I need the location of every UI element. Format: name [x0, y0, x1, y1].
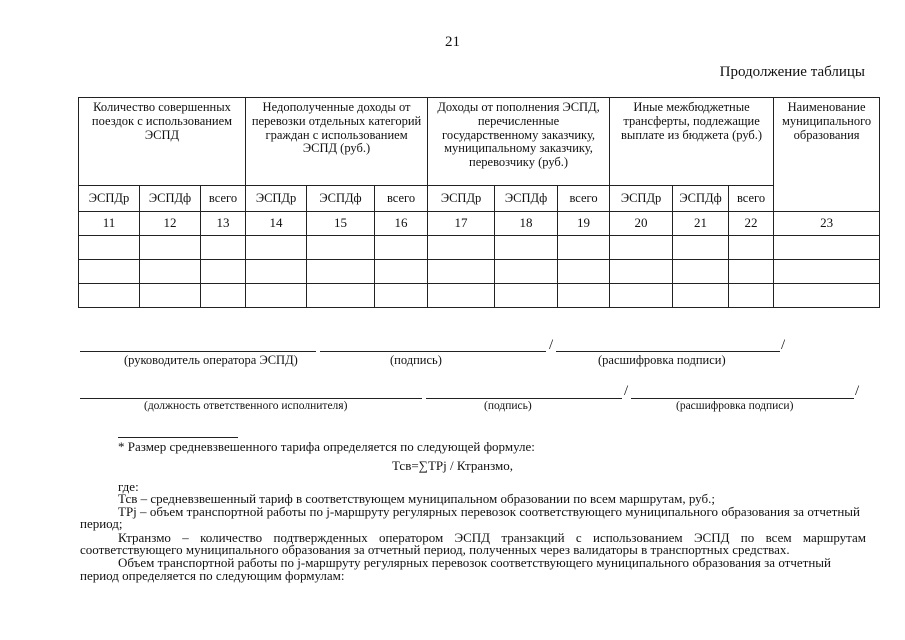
- group-header-municipality: Наименование муниципального образования: [774, 98, 880, 212]
- footnote-rule: [118, 437, 238, 438]
- column-number: 11: [79, 212, 140, 236]
- signature-line-2: [426, 398, 622, 399]
- column-number-row: [79, 212, 880, 236]
- signature-caption: (подпись): [390, 353, 442, 367]
- column-number: 14: [246, 212, 307, 236]
- signature-slash: /: [781, 337, 786, 353]
- column-number: 22: [729, 212, 774, 236]
- head-signature-line: [80, 351, 316, 352]
- page-number: 21: [445, 34, 460, 50]
- subheader-cell: всего: [201, 186, 246, 212]
- column-number: 23: [774, 212, 880, 236]
- subheader-cell: ЭСПДф: [673, 186, 729, 212]
- signature-line: [320, 351, 546, 352]
- subheader-cell: ЭСПДр: [246, 186, 307, 212]
- group-header-row: [79, 98, 880, 186]
- definition-ktranz: Ктранзмо – количество подтвержденных оператором ЭСПД транзакций с использованием ЭСПД по всем маршрутам: [118, 530, 866, 545]
- decode-line: [556, 351, 780, 352]
- column-number: 18: [495, 212, 558, 236]
- column-number: 17: [428, 212, 495, 236]
- subheader-cell: ЭСПДр: [79, 186, 140, 212]
- group-header-lost-income: Недополученные доходы от перевозки отдельных категорий граждан с использованием ЭСПД (руб.): [246, 98, 428, 186]
- column-number: 13: [201, 212, 246, 236]
- where-label: где:: [118, 479, 139, 494]
- definition-ktranz-cont: соответствующего муниципального образования за отчетный период, полученных через валидаторы в транспортных средствах.: [80, 542, 790, 557]
- decode-caption: (расшифровка подписи): [598, 353, 726, 367]
- group-header-topup-income: Доходы от пополнения ЭСПД, перечисленные государственному заказчику, муниципальному заказчику, перевозчику (руб.): [428, 98, 610, 186]
- position-line: [80, 398, 422, 399]
- column-number: 21: [673, 212, 729, 236]
- signature-caption-2: (подпись): [484, 400, 532, 412]
- table-row: [79, 284, 880, 308]
- decode-caption-2: (расшифровка подписи): [676, 400, 794, 412]
- subheader-row: [79, 186, 880, 212]
- report-table: [78, 97, 880, 308]
- position-caption: (должность ответственного исполнителя): [144, 400, 348, 412]
- group-header-trips: Количество совершенных поездок с использованием ЭСПД: [79, 98, 246, 186]
- group-header-transfers: Иные межбюджетные трансферты, подлежащие выплате из бюджета (руб.): [610, 98, 774, 186]
- column-number: 12: [140, 212, 201, 236]
- continuation-label: Продолжение таблицы: [719, 64, 865, 80]
- decode-line-2: [631, 398, 854, 399]
- subheader-cell: всего: [558, 186, 610, 212]
- definition-tsv: Тсв – средневзвешенный тариф в соответствующем муниципальном образовании по всем маршрутам, руб.;: [118, 491, 715, 506]
- transport-work-text: Объем транспортной работы по j-маршруту регулярных перевозок соответствующего муниципального образования за отчетный: [118, 555, 831, 570]
- column-number: 15: [307, 212, 375, 236]
- formula: Тсв=∑ТРj / Ктранзмо,: [391, 458, 514, 473]
- subheader-cell: ЭСПДф: [140, 186, 201, 212]
- column-number: 20: [610, 212, 673, 236]
- definition-trj-cont: период;: [80, 516, 123, 531]
- signature-slash: /: [549, 337, 554, 353]
- head-caption: (руководитель оператора ЭСПД): [124, 353, 298, 367]
- column-number: 19: [558, 212, 610, 236]
- footnote-intro: * Размер средневзвешенного тарифа определяется по следующей формуле:: [118, 439, 535, 454]
- signature-slash: /: [855, 383, 860, 399]
- definition-trj: ТРj – объем транспортной работы по j-маршруту регулярных перевозок соответствующего муниципального образования за отчетный: [118, 504, 860, 519]
- table-row: [79, 236, 880, 260]
- transport-work-text-cont: период определяется по следующим формулам:: [80, 568, 345, 583]
- column-number: 16: [375, 212, 428, 236]
- subheader-cell: всего: [729, 186, 774, 212]
- subheader-cell: ЭСПДр: [428, 186, 495, 212]
- subheader-cell: ЭСПДр: [610, 186, 673, 212]
- subheader-cell: ЭСПДф: [495, 186, 558, 212]
- signature-slash: /: [624, 383, 629, 399]
- subheader-cell: всего: [375, 186, 428, 212]
- table-row: [79, 260, 880, 284]
- subheader-cell: ЭСПДф: [307, 186, 375, 212]
